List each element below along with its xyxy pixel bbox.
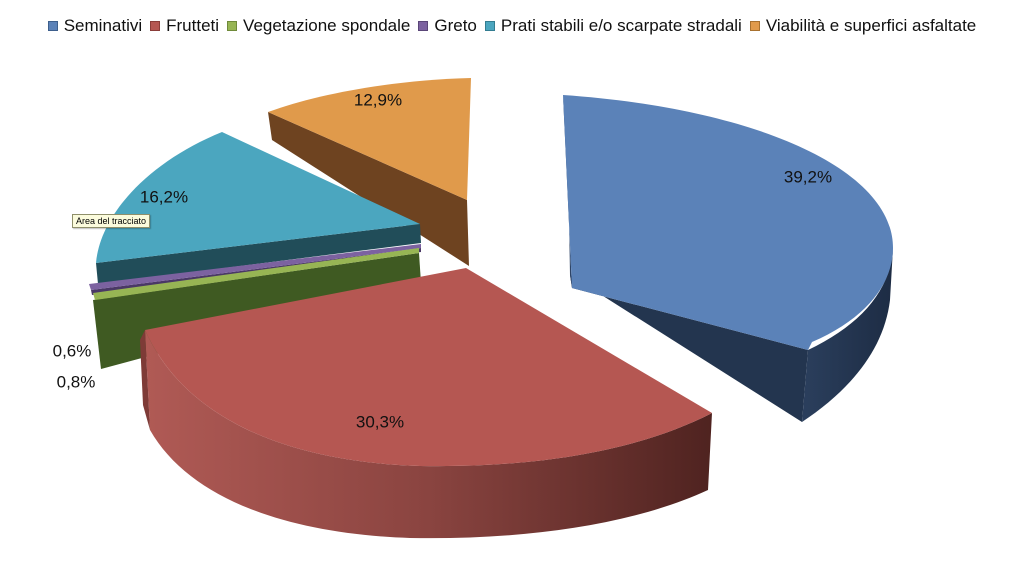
- data-label-frutteti: 30,3%: [355, 412, 405, 432]
- data-label-vegetazione-spondale: 0,8%: [56, 372, 96, 392]
- data-label-viabilita: 12,9%: [353, 90, 403, 110]
- legend-label-seminativi: Seminativi: [63, 16, 143, 35]
- pie-slice-top-seminativi: [563, 95, 893, 350]
- data-label-prati-stabili: 16,2%: [139, 187, 189, 207]
- legend-label-greto: Greto: [434, 16, 477, 35]
- pie-slices: [89, 78, 893, 538]
- plot-area-tooltip: Area del tracciato: [72, 214, 150, 228]
- legend-label-vegetazione-spondale: Vegetazione spondale: [243, 16, 411, 35]
- legend-label-prati-stabili: Prati stabili e/o scarpate stradali: [500, 16, 742, 35]
- legend-label-frutteti: Frutteti: [166, 16, 220, 35]
- legend-label-viabilita: Viabilità e superfici asfaltate: [765, 16, 977, 35]
- data-label-greto: 0,6%: [52, 341, 92, 361]
- data-label-seminativi: 39,2%: [783, 167, 833, 187]
